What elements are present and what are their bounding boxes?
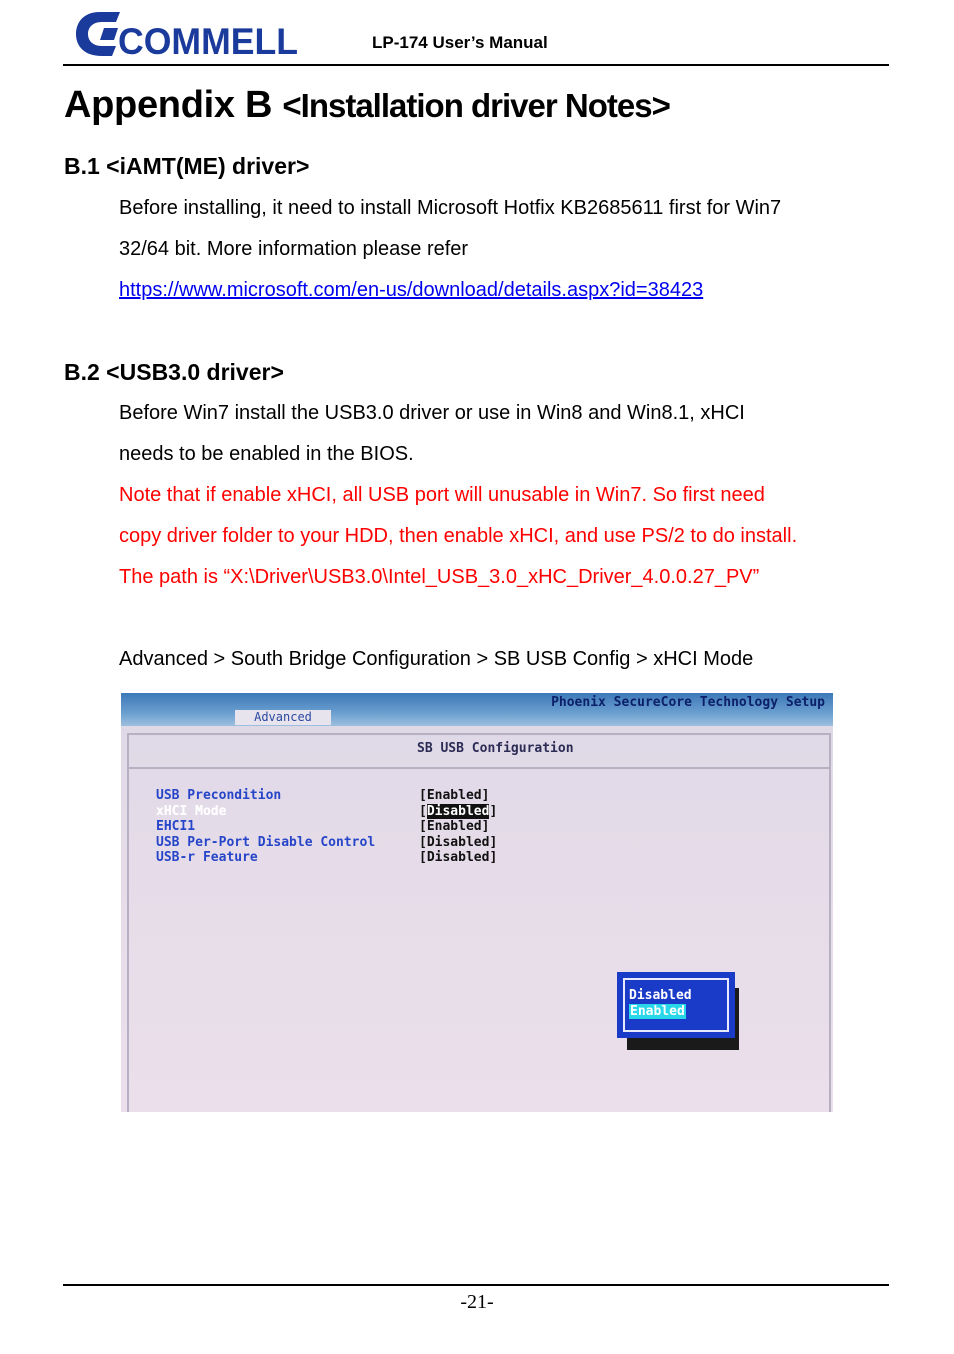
bios-item-label: xHCI Mode (156, 803, 227, 819)
bios-item-value: [Enabled] (419, 819, 490, 834)
bios-menu-path: Advanced > South Bridge Configuration > SB USB Config > xHCI Mode (119, 648, 754, 670)
section-b2-title: B.2 <USB3.0 driver> (64, 359, 284, 385)
bios-item-value: [Enabled] (419, 788, 490, 803)
logo-wordmark: COMMELL (118, 21, 298, 62)
appendix-title-sub: <Installation driver Notes> (282, 87, 670, 124)
section-b2-line-2: needs to be enabled in the BIOS. (119, 443, 414, 465)
bios-item-label: EHCI1 (156, 819, 196, 834)
bios-value-list (419, 788, 497, 866)
bios-option: Disabled (629, 988, 692, 1003)
commell-logo (70, 4, 306, 62)
bios-brand: Phoenix SecureCore Technology Setup (551, 695, 825, 710)
bios-option-highlighted: Enabled (630, 1004, 685, 1019)
bios-item-value: [Disabled] (419, 850, 498, 865)
section-b2-line-1: Before Win7 install the USB3.0 driver or use in Win8 and Win8.1, xHCI (119, 402, 745, 424)
bios-option-popup (617, 972, 735, 1038)
bios-divider (127, 767, 831, 769)
bios-item-label: USB-r Feature (156, 850, 258, 865)
bios-tab-advanced: Advanced (235, 710, 331, 725)
header-divider (63, 64, 889, 66)
bios-item-label: USB Per-Port Disable Control (156, 834, 376, 850)
bios-value-highlight: Disabled (426, 803, 490, 819)
bios-item-label: USB Precondition (156, 788, 282, 803)
bios-item-list (156, 788, 375, 866)
bios-bracket: [ (419, 803, 427, 819)
section-b2-note-1: Note that if enable xHCI, all USB port will unusable in Win7. So first need (119, 484, 765, 506)
microsoft-hotfix-link[interactable]: https://www.microsoft.com/en-us/download/details.aspx?id=38423 (119, 279, 704, 301)
section-b1-line-1: Before installing, it need to install Microsoft Hotfix KB2685611 first for Win7 (119, 197, 782, 219)
bios-item-value-selected (419, 804, 497, 820)
page-number: -21- (460, 1291, 494, 1313)
section-b2-note-2: copy driver folder to your HDD, then enable xHCI, and use PS/2 to do install. (119, 525, 798, 547)
section-b2-note-3: The path is “X:\Driver\USB3.0\Intel_USB_3.0_xHC_Driver_4.0.0.27_PV” (119, 566, 760, 588)
appendix-title-main: Appendix B (64, 84, 273, 126)
manual-title: LP-174 User’s Manual (372, 33, 548, 52)
bios-bracket: ] (489, 803, 498, 819)
bios-subtitle: SB USB Configuration (417, 741, 574, 756)
footer-divider (63, 1284, 889, 1286)
bios-screenshot (121, 693, 833, 1112)
bios-title-bar (121, 693, 833, 726)
section-b1-title: B.1 <iAMT(ME) driver> (64, 153, 310, 179)
section-b1-line-2: 32/64 bit. More information please refer (119, 238, 469, 260)
bios-item-value: [Disabled] (419, 834, 498, 850)
appendix-title (64, 84, 670, 127)
